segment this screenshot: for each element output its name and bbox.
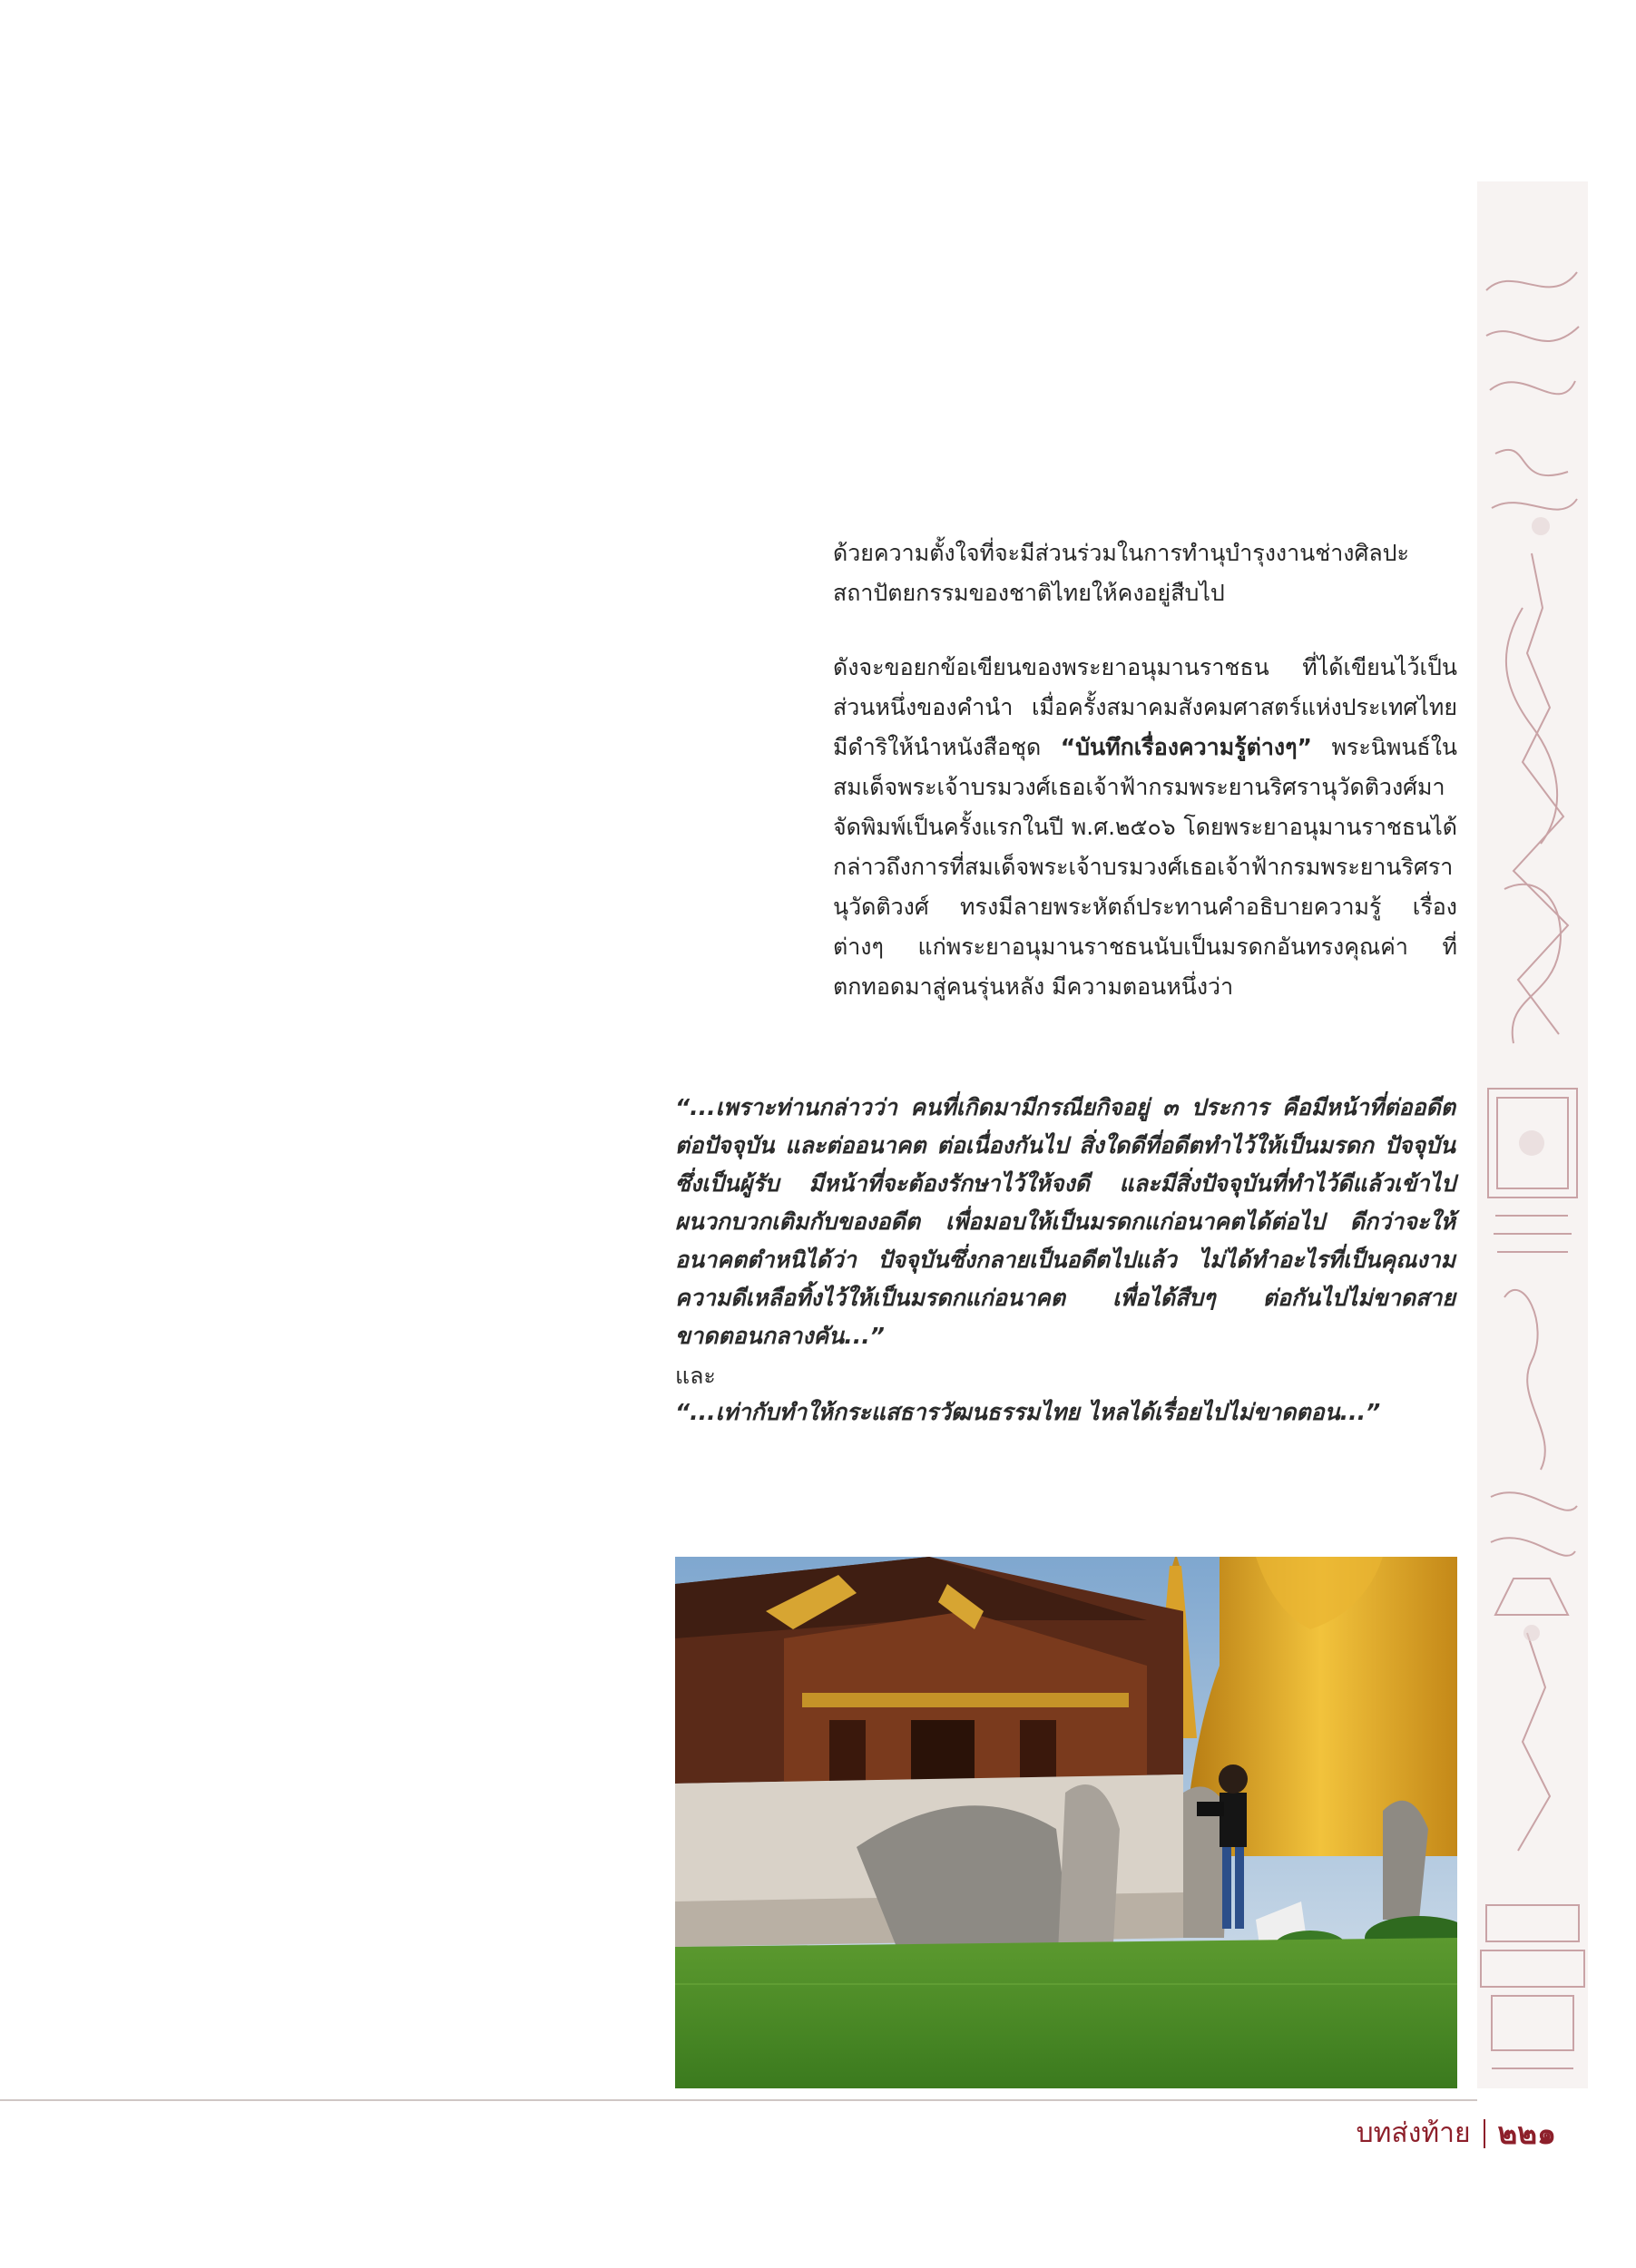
section-title: บทส่งท้าย: [1356, 2117, 1471, 2149]
temple-photo: [675, 1557, 1457, 2088]
page-footer: [1357, 2109, 1556, 2157]
page-number: ๒๒๑: [1497, 2116, 1556, 2151]
intro-paragraph-1: ด้วยความตั้งใจที่จะมีส่วนร่วมในการทำนุบำรุงงานช่างศิลปะสถาปัตยกรรมของชาติไทยให้คงอยู่สืบไป: [833, 540, 1409, 606]
quotation-main: “...เพราะท่านกล่าวว่า คนที่เกิดมามีกรณียกิจอยู่ ๓ ประการ คือมีหน้าที่ต่ออดีต ต่อปัจจุบัน และต่ออนาคต ต่อเนื่องกันไป สิ่งใดดีที่อดีตทำไว้ให้เป็นมรดก ปัจจุบันซึ่งเป็นผู้รับ มีหน้าที่จะต้องรักษาไว้ให้จงดี และมีสิ่งปัจจุบันที่ทำไว้ดีแล้วเข้าไป ผนวกบวกเติมกับของอดีต เพื่อมอบให้เป็นมรดกแก่อนาคตได้ต่อไป ดีกว่าจะให้อนาคตตำหนิได้ว่า ปัจจุบันซึ่งกลายเป็นอดีตไปแล้ว ไม่ได้ทำอะไรที่เป็นคุณงามความดีเหลือทิ้งไว้ให้เป็นมรดกแก่อนาคต เพื่อได้สืบๆ ต่อกันไปไม่ขาดสาย ขาดตอนกลางคัน...”: [675, 1094, 1455, 1349]
quotation-second: “...เท่ากับทำให้กระแสธารวัฒนธรรมไทย ไหลได้เรื่อยไปไม่ขาดตอน...”: [675, 1399, 1381, 1425]
intro-text: [833, 533, 1457, 1007]
footer-separator: [1484, 2119, 1485, 2148]
thai-ornament-border: [1477, 181, 1588, 2088]
quotation-block: [675, 1089, 1455, 1432]
footer-rule: [0, 2099, 1477, 2101]
book-title: “บันทึกเรื่องความรู้ต่างๆ”: [1060, 734, 1312, 760]
intro-paragraph-2: [833, 648, 1457, 1007]
intro-paragraph-2-start: ดังจะขอยกข้อเขียนของพระยาอนุมานราชธน ที่ได้เขียนไว้เป็นส่วนหนึ่งของคำนำ เมื่อครั้งสมาคมสังคมศาสตร์แห่งประเทศไทยมีดำริให้นำหนังสือชุด: [833, 654, 1457, 760]
intro-paragraph-2-end: พระนิพนธ์ในสมเด็จพระเจ้าบรมวงศ์เธอเจ้าฟ้ากรมพระยานริศรานุวัดติวงศ์มาจัดพิมพ์เป็นครั้งแรกในปี พ.ศ.๒๕๐๖ โดยพระยาอนุมานราชธนได้กล่าวถึงการที่สมเด็จพระเจ้าบรมวงศ์เธอเจ้าฟ้ากรมพระยานริศรานุวัดติวงศ์ ทรงมีลายพระหัตถ์ประทานคำอธิบายความรู้ เรื่องต่างๆ แก่พระยาอนุมานราชธนนับเป็นมรดกอันทรงคุณค่า ที่ตกทอดมาสู่คนรุ่นหลัง มีความตอนหนึ่งว่า: [833, 734, 1457, 1000]
quotation-conjunction: และ: [675, 1363, 716, 1389]
